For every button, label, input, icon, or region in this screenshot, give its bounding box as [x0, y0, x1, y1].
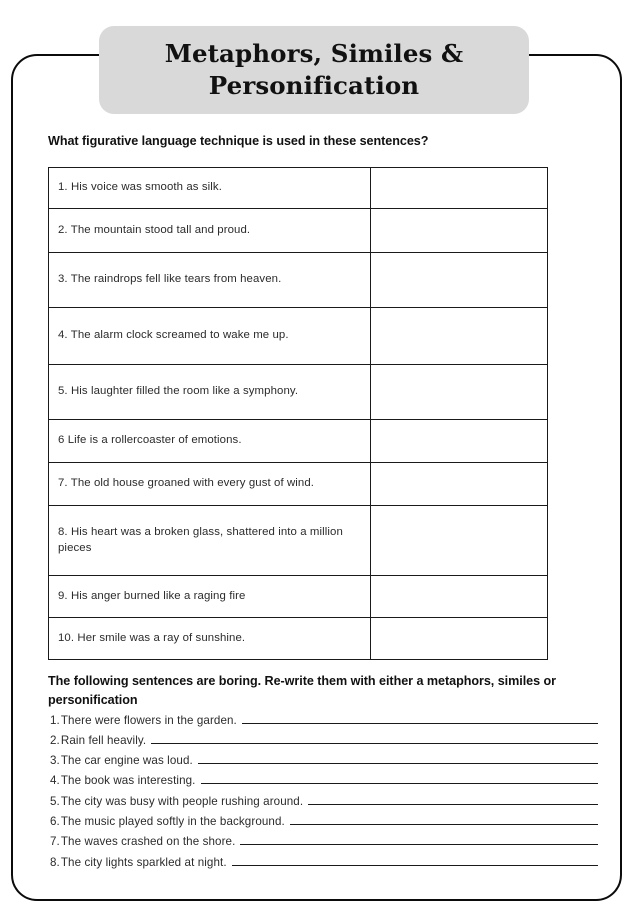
answer-write-line[interactable] [308, 796, 598, 804]
list-item-text: The book was interesting. [60, 774, 196, 788]
answer-cell[interactable] [371, 617, 548, 659]
list-item-text: The city was busy with people rushing around. [60, 794, 304, 808]
list-item-text: The car engine was loud. [60, 754, 193, 768]
list-item-text: Rain fell heavily. [60, 733, 147, 747]
answer-cell[interactable] [371, 575, 548, 617]
sentence-cell: 6 Life is a rollercoaster of emotions. [49, 419, 371, 462]
list-item-text: There were flowers in the garden. [60, 713, 237, 727]
answer-write-line[interactable] [240, 837, 598, 845]
list-item-text: The city lights sparkled at night. [60, 855, 227, 869]
list-item-number: 6. [50, 815, 60, 829]
answer-cell[interactable] [371, 167, 548, 208]
identify-section-heading: What figurative language technique is used in these sentences? [48, 134, 429, 148]
table-body [49, 167, 548, 659]
sentence-cell: 3. The raindrops fell like tears from heaven. [49, 252, 371, 307]
sentence-cell: 4. The alarm clock screamed to wake me up. [49, 307, 371, 364]
list-item-number: 1. [50, 713, 60, 727]
list-item [50, 796, 598, 816]
sentence-cell: 7. The old house groaned with every gust of wind. [49, 462, 371, 505]
list-item-text: The waves crashed on the shore. [60, 835, 236, 849]
answer-cell[interactable] [371, 364, 548, 419]
answer-write-line[interactable] [242, 715, 598, 723]
list-item-number: 4. [50, 774, 60, 788]
answer-write-line[interactable] [151, 736, 598, 744]
list-item [50, 715, 598, 735]
answer-cell[interactable] [371, 208, 548, 252]
answer-write-line[interactable] [201, 776, 599, 784]
sentence-cell: 8. His heart was a broken glass, shattered into a million pieces [49, 505, 371, 575]
worksheet-content [48, 132, 598, 893]
list-item [50, 816, 598, 836]
list-item [50, 755, 598, 775]
list-item [50, 775, 598, 795]
table-row [49, 575, 548, 617]
answer-cell[interactable] [371, 505, 548, 575]
sentence-cell: 2. The mountain stood tall and proud. [49, 208, 371, 252]
list-item-number: 2. [50, 733, 60, 747]
list-item-number: 3. [50, 754, 60, 768]
sentence-cell: 5. His laughter filled the room like a symphony. [49, 364, 371, 419]
answer-write-line[interactable] [198, 756, 598, 764]
list-item-number: 8. [50, 855, 60, 869]
answer-cell[interactable] [371, 462, 548, 505]
list-item-number: 5. [50, 794, 60, 808]
table-row [49, 505, 548, 575]
sentence-cell: 1. His voice was smooth as silk. [49, 167, 371, 208]
list-item [50, 735, 598, 755]
figurative-language-table [48, 167, 548, 660]
answer-write-line[interactable] [290, 817, 598, 825]
answer-cell[interactable] [371, 252, 548, 307]
table-row [49, 167, 548, 208]
sentence-cell: 10. Her smile was a ray of sunshine. [49, 617, 371, 659]
table-row [49, 419, 548, 462]
list-item [50, 857, 598, 877]
list-item-number: 7. [50, 835, 60, 849]
sentence-cell: 9. His anger burned like a raging fire [49, 575, 371, 617]
answer-cell[interactable] [371, 419, 548, 462]
table-row [49, 364, 548, 419]
list-item-text: The music played softly in the background. [60, 815, 285, 829]
rewrite-list [50, 715, 598, 877]
rewrite-section-heading: The following sentences are boring. Re-write them with either a metaphors, similes or personification [48, 673, 557, 708]
table-row [49, 252, 548, 307]
table-row [49, 617, 548, 659]
page-title: Metaphors, Similes & Personification [164, 38, 464, 100]
table-row [49, 462, 548, 505]
answer-cell[interactable] [371, 307, 548, 364]
table-row [49, 208, 548, 252]
answer-write-line[interactable] [232, 857, 598, 865]
table-row [49, 307, 548, 364]
worksheet-title-plaque [99, 26, 529, 114]
list-item [50, 836, 598, 856]
